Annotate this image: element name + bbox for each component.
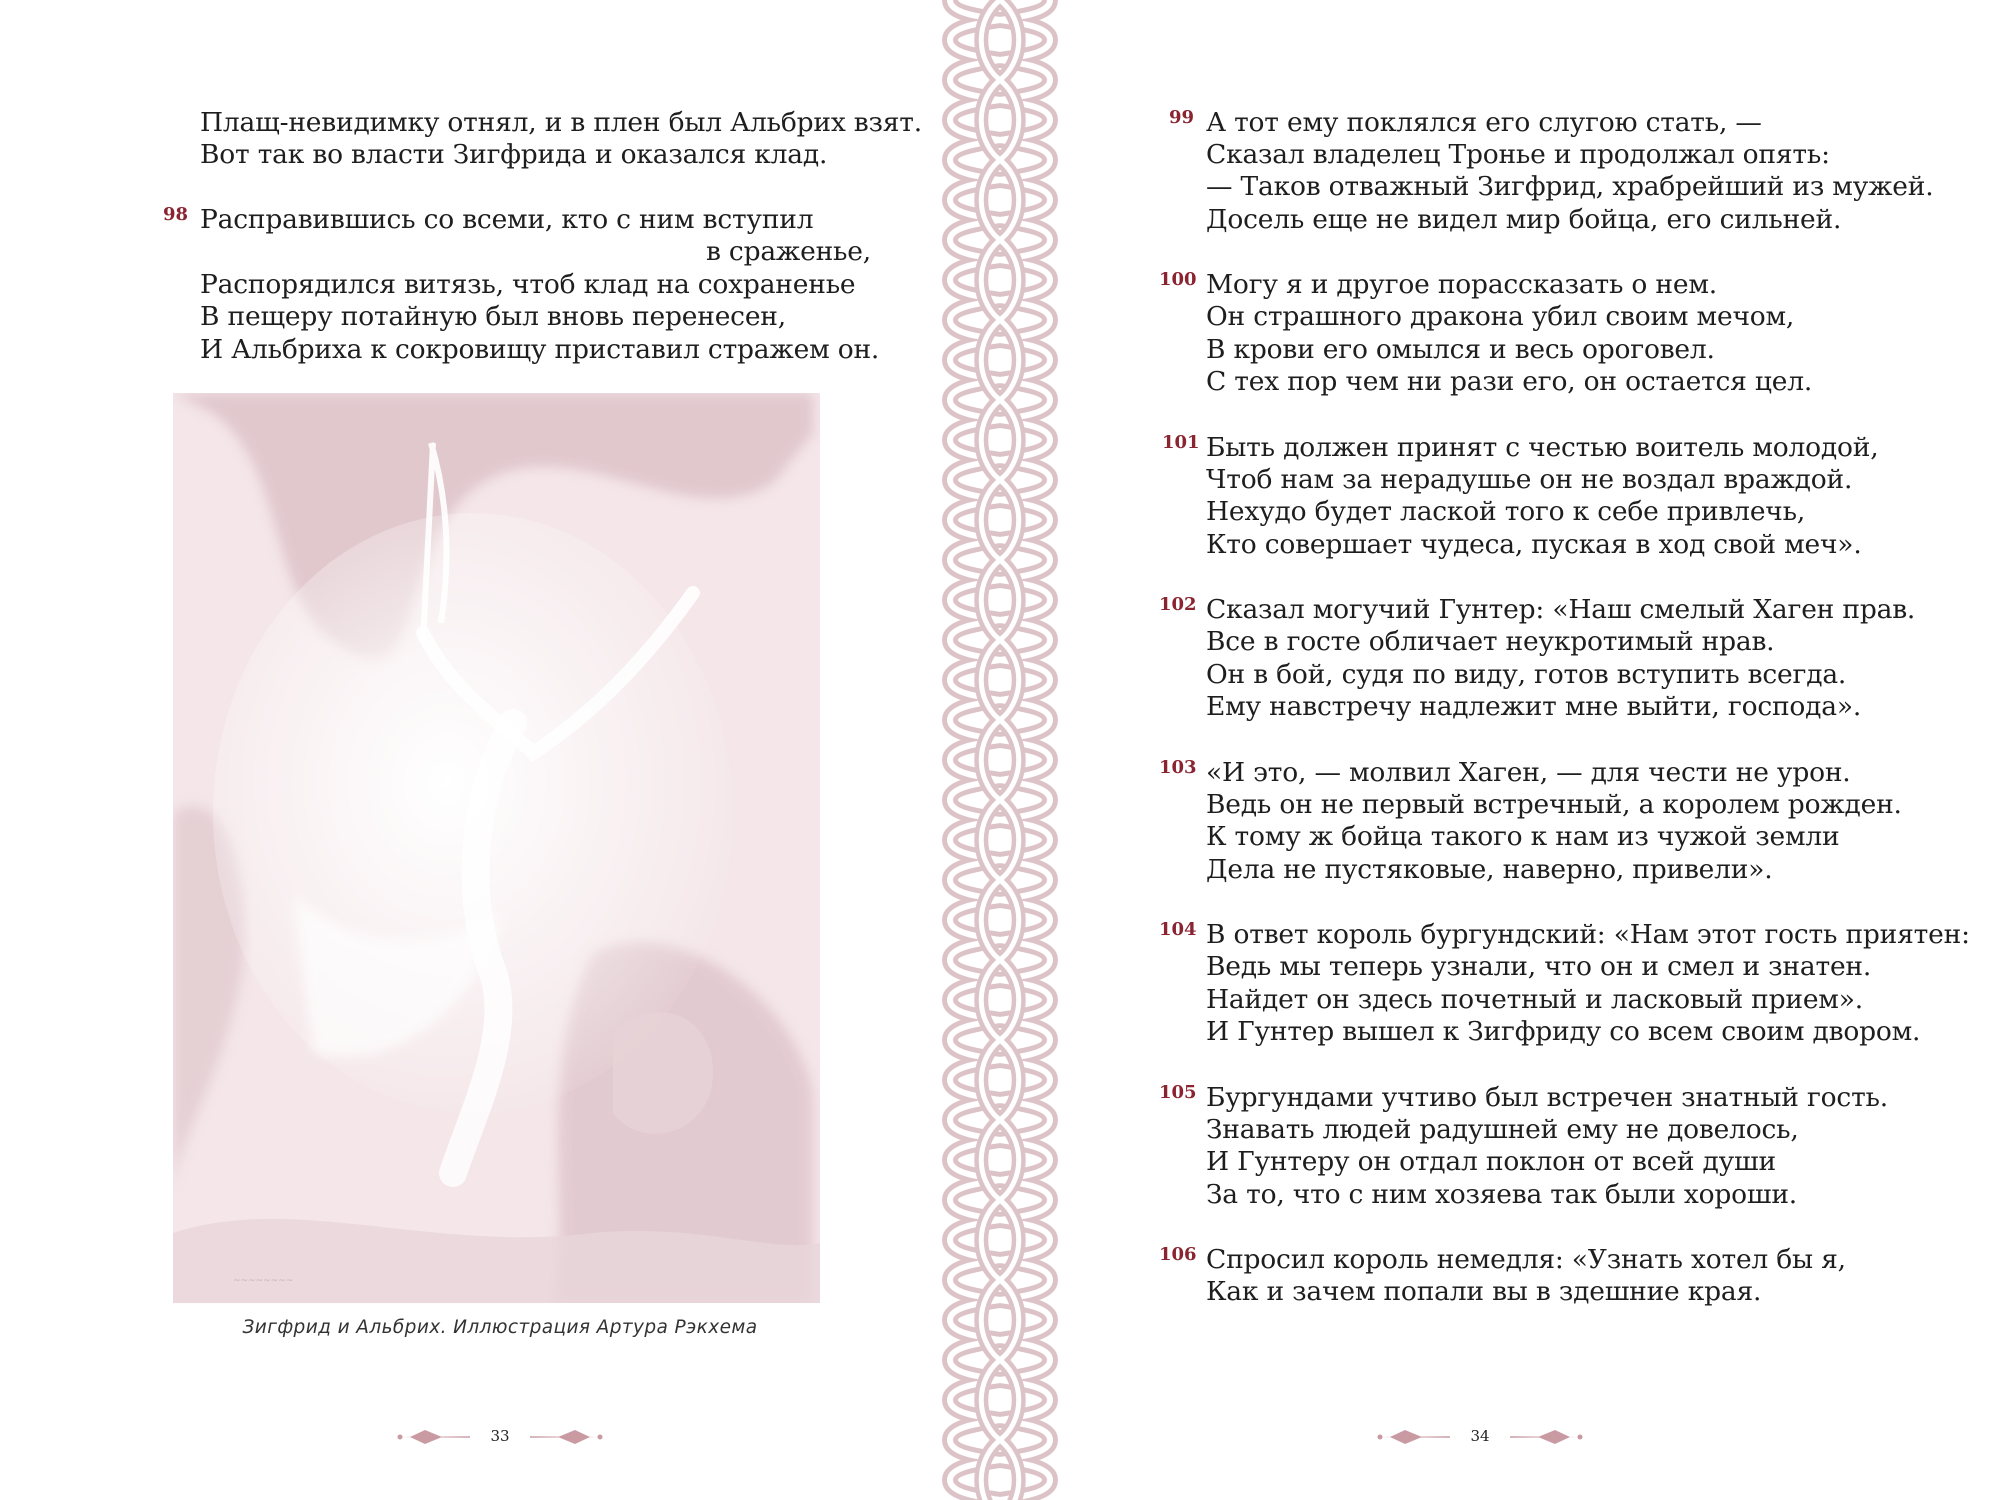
verse-line: Знавать людей радушней ему не довелось, bbox=[1206, 1114, 1799, 1145]
verse-line: Спросил король немедля: «Узнать хотел бы я, bbox=[1206, 1244, 1846, 1275]
verse-line: Плащ-невидимку отнял, и в плен был Альбрих взят. bbox=[200, 107, 922, 138]
verse-line: Нехудо будет лаской того к себе привлечь, bbox=[1206, 496, 1806, 527]
left-page bbox=[0, 0, 930, 1500]
verse-line: Сказал владелец Тронье и продолжал опять: bbox=[1206, 139, 1830, 170]
verse-line: Дела не пустяковые, наверно, привели». bbox=[1206, 854, 1773, 885]
page-number: 34 bbox=[1470, 1427, 1490, 1445]
page-number: 33 bbox=[490, 1427, 510, 1445]
stanza-number: 106 bbox=[1159, 1244, 1197, 1265]
stanza-number: 103 bbox=[1159, 757, 1197, 778]
stanza-number: 104 bbox=[1159, 919, 1197, 940]
stanza-number: 100 bbox=[1159, 269, 1197, 290]
stanza-number: 99 bbox=[1169, 107, 1195, 128]
verse-line: В пещеру потайную был вновь перенесен, bbox=[200, 301, 786, 332]
verse-line: Сказал могучий Гунтер: «Наш смелый Хаген прав. bbox=[1206, 594, 1916, 625]
verse-line: Он в бой, судя по виду, готов вступить всегда. bbox=[1206, 659, 1847, 690]
illustration-siegfried-alberich bbox=[173, 393, 820, 1303]
verse-line: Ему навстречу надлежит мне выйти, господа». bbox=[1206, 691, 1862, 722]
verse-line: Кто совершает чудеса, пуская в ход свой меч». bbox=[1206, 529, 1862, 560]
artist-signature: ~~~~~~~~ bbox=[233, 1276, 294, 1286]
stanza-number: 101 bbox=[1162, 432, 1200, 453]
verse-line: Быть должен принят с честью воитель молодой, bbox=[1206, 432, 1879, 463]
verse-line: Досель еще не видел мир бойца, его сильней. bbox=[1206, 204, 1842, 235]
verse-line: А тот ему поклялся его слугою стать, — bbox=[1206, 107, 1762, 138]
page-folio bbox=[380, 1424, 620, 1450]
verse-line: Расправившись со всеми, кто с ним вступил bbox=[200, 204, 814, 235]
verse-line: Найдет он здесь почетный и ласковый прием». bbox=[1206, 984, 1863, 1015]
verse-line: Бургундами учтиво был встречен знатный гость. bbox=[1206, 1082, 1888, 1113]
verse-line: С тех пор чем ни рази его, он остается цел. bbox=[1206, 366, 1813, 397]
verse-line: Могу я и другое порассказать о нем. bbox=[1206, 269, 1717, 300]
verse-line: Распорядился витязь, чтоб клад на сохраненье bbox=[200, 269, 856, 300]
verse-line: К тому ж бойца такого к нам из чужой земли bbox=[1206, 821, 1840, 852]
verse-line: И Гунтер вышел к Зигфриду со всем своим двором. bbox=[1206, 1016, 1921, 1047]
verse-line: Все в госте обличает неукротимый нрав. bbox=[1206, 626, 1775, 657]
verse-line: Ведь он не первый встречный, а королем рожден. bbox=[1206, 789, 1902, 820]
illustration-caption: Зигфрид и Альбрих. Иллюстрация Артура Рэкхема bbox=[242, 1317, 758, 1338]
verse-line: И Альбриха к сокровищу приставил стражем он. bbox=[200, 334, 880, 365]
stanza-number: 102 bbox=[1159, 594, 1197, 615]
stanza-number: 98 bbox=[163, 204, 189, 225]
verse-line: — Таков отважный Зигфрид, храбрейший из мужей. bbox=[1206, 171, 1934, 202]
verse-line-runover: в сраженье, bbox=[705, 236, 871, 267]
right-page bbox=[1070, 0, 2000, 1500]
celtic-knot-border bbox=[930, 0, 1070, 1500]
verse-line: В ответ король бургундский: «Нам этот гость приятен: bbox=[1206, 919, 1970, 950]
verse-line: Как и зачем попали вы в здешние края. bbox=[1206, 1276, 1762, 1307]
verse-line: Ведь мы теперь узнали, что он и смел и знатен. bbox=[1206, 951, 1872, 982]
verse-line: «И это, — молвил Хаген, — для чести не урон. bbox=[1206, 757, 1851, 788]
verse-line: Вот так во власти Зигфрида и оказался клад. bbox=[200, 139, 828, 170]
stanza-number: 105 bbox=[1159, 1082, 1197, 1103]
verse-line: И Гунтеру он отдал поклон от всей души bbox=[1206, 1146, 1776, 1177]
verse-line: Чтоб нам за нерадушье он не воздал враждой. bbox=[1206, 464, 1853, 495]
verse-line: В крови его омылся и весь ороговел. bbox=[1206, 334, 1715, 365]
verse-line: За то, что с ним хозяева так были хороши. bbox=[1206, 1179, 1798, 1210]
page-folio bbox=[1360, 1424, 1600, 1450]
verse-line: Он страшного дракона убил своим мечом, bbox=[1206, 301, 1795, 332]
